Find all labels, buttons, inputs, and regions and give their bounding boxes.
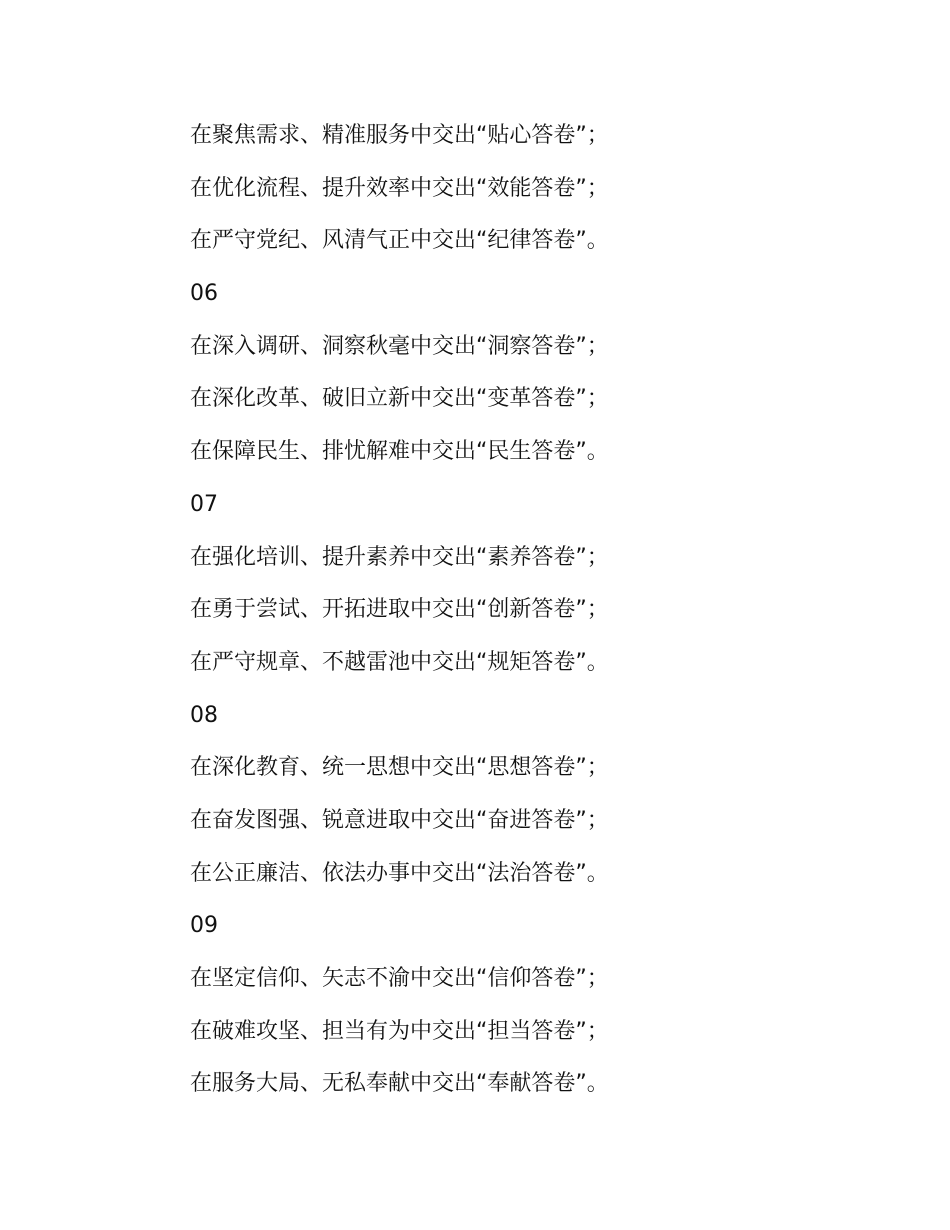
text-line: 在深化教育、统一思想中交出“思想答卷”； — [190, 755, 609, 781]
text-line: 在聚焦需求、精准服务中交出“贴心答卷”； — [190, 123, 609, 148]
text-line: 在深化改革、破旧立新中交出“变革答卷”； — [190, 386, 609, 412]
section-number: 09 — [190, 913, 218, 939]
text-line: 在优化流程、提升效率中交出“效能答卷”； — [190, 175, 609, 201]
text-line: 在奋发图强、锐意进取中交出“奋进答卷”； — [190, 807, 609, 833]
text-line: 在深入调研、洞察秋毫中交出“洞察答卷”； — [190, 333, 609, 359]
text-line: 在破难攻坚、担当有为中交出“担当答卷”； — [190, 1018, 609, 1044]
section-number: 06 — [190, 281, 218, 307]
text-line: 在强化培训、提升素养中交出“素养答卷”； — [190, 544, 609, 570]
section-number: 08 — [190, 702, 218, 728]
text-line: 在严守规章、不越雷池中交出“规矩答卷”。 — [190, 649, 609, 675]
document-body — [190, 110, 890, 1111]
text-line: 在服务大局、无私奉献中交出“奉献答卷”。 — [190, 1071, 609, 1097]
text-line: 在保障民生、排忧解难中交出“民生答卷”。 — [190, 439, 609, 465]
text-line: 在坚定信仰、矢志不渝中交出“信仰答卷”； — [190, 966, 609, 991]
text-line: 在勇于尝试、开拓进取中交出“创新答卷”； — [190, 597, 609, 623]
text-line: 在公正廉洁、依法办事中交出“法治答卷”。 — [190, 860, 609, 886]
text-line: 在严守党纪、风清气正中交出“纪律答卷”。 — [190, 228, 609, 254]
section-number: 07 — [190, 491, 218, 517]
